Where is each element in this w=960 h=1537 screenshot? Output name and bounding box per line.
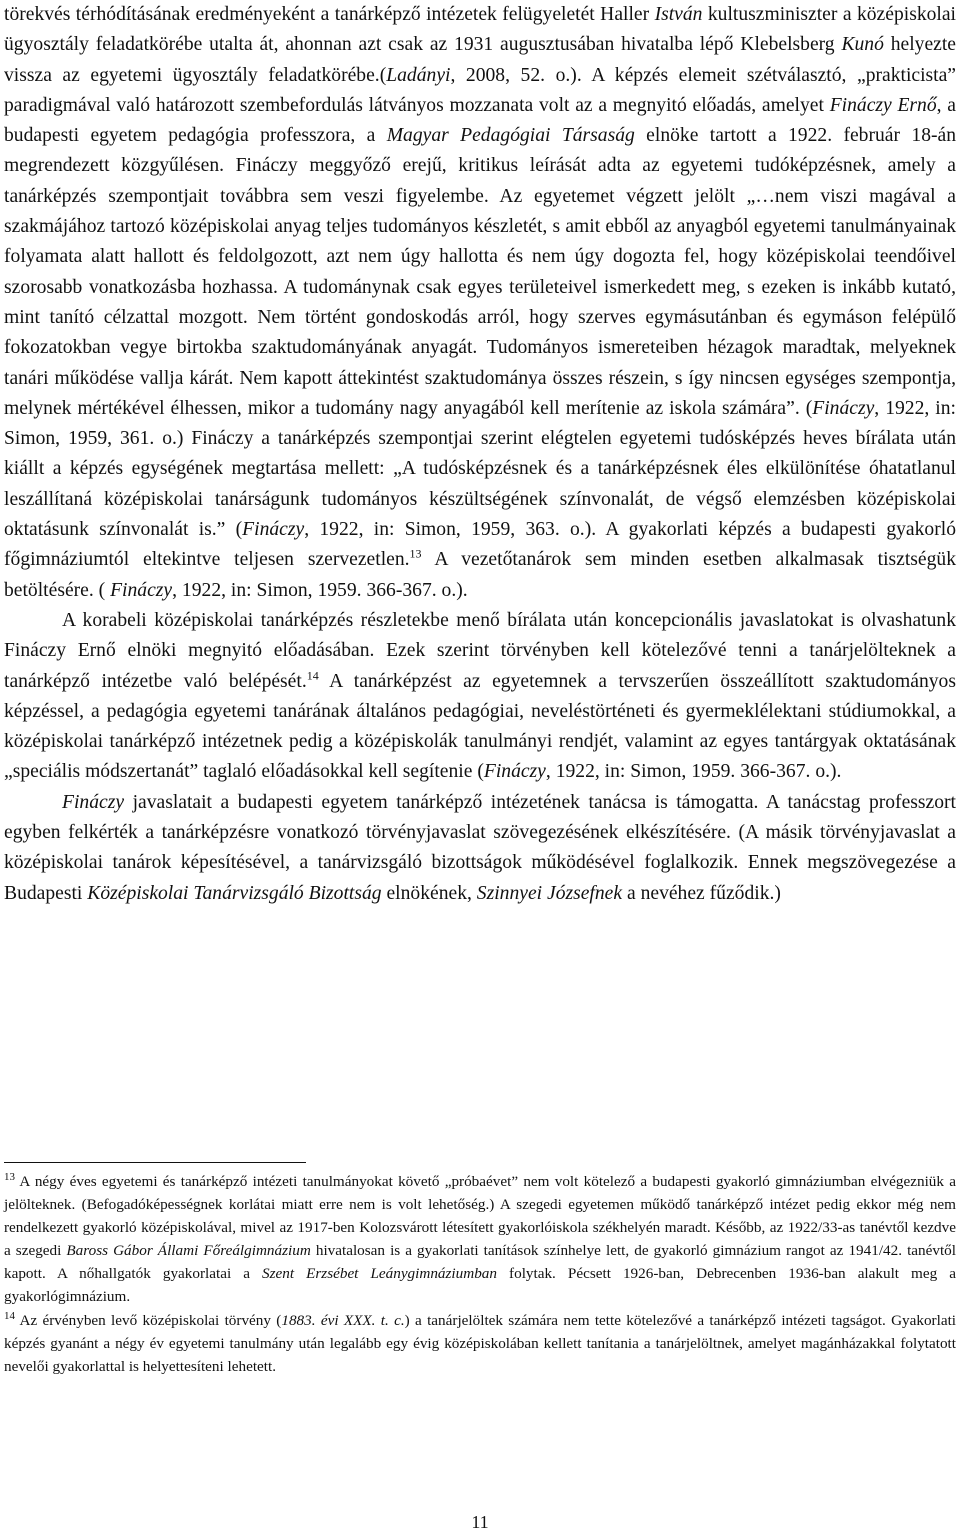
text-run: a nevéhez fűződik.): [622, 882, 781, 904]
text-run: helyezte vissza az egyetemi ügyosztály feladatkörébe.(: [4, 34, 956, 86]
text-run: , 1922, in: Simon, 1959. 366-367. o.).: [545, 761, 842, 783]
italic-text: Magyar Pedagógiai Társaság: [386, 125, 635, 147]
text-run: törekvés térhódításának eredményeként a tanárképző intézetek felügyeletét Haller: [4, 4, 655, 25]
text-run: , 1922, in: Simon, 1959, 361. o.) Fináczy a tanárképzés szempontjai szerint elégtelen egyetemi tudósképzés heves bírálata után kiállt a képzés egységének megtartása mellett: „A tudósképzésnek és a tanárképzésnek éles elkülönítése óhatatlanul leszállítaná középiskolai tanárságunk tudományos készültségének színvonalát, de végső elemzésben középiskolai oktatásunk színvonalát is.” (: [4, 397, 956, 541]
footnote-reference: 13: [409, 546, 422, 561]
body-text: [4, 0, 956, 909]
text-run: , a budapesti egyetem pedagógia professzora, a: [4, 94, 956, 147]
text-run: javaslatait a budapesti egyetem tanárképző intézetének tanácsa is támogatta. A tanácstag professzort egyben felkérték a tanárképzésre vonatkozó törvényjavaslat szövegezésének elkészítésére. (A másik törvényjavaslat a középiskolai tanárok képesítésével, a tanárvizsgáló bizottságok működésével foglalkozik. Ennek megszövegezése a Budapesti: [4, 791, 956, 904]
italic-text: Szinnyei Józsefnek: [476, 882, 623, 904]
italic-text: Ladányi: [386, 64, 451, 86]
text-run: A korabeli középiskolai tanárképzés részletekbe menő bírálata után koncepcionális javaslatokat is olvashatunk Fináczy Ernő elnöki megnyitó előadásában. Ezek szerint törvényben kell kötelezővé tenni a tanárjelölteknek a tanárképző intézetbe való belépését.: [4, 609, 956, 692]
text-run: A vezetőtanárok sem minden esetben alkalmasak tisztségük betöltésére. (: [4, 549, 956, 601]
page-number: 11: [471, 1512, 489, 1532]
footnote: [4, 1170, 956, 1309]
text-run: ) a tanárjelöltek számára nem tette kötelezővé a tanárképző intézeti tagságot. Gyakorlati képzés gyanánt a négy év egyetemi tanulmány után legalább egy évig középiskolában kellett tanítania a tanárjelöltnek, amelyet magánházakkal folytatott nevelői gyakorlattal is helyettesíteni lehetett.: [4, 1311, 957, 1375]
italic-text: Szent Erzsébet Leánygimnáziumban: [262, 1265, 497, 1283]
footnote-reference: 14: [4, 1309, 15, 1322]
text-run: , 1922, in: Simon, 1959, 363. o.). A gyakorlati képzés a budapesti gyakorló főgimnáziumtól eltekintve teljesen szervezetlen.: [4, 519, 956, 571]
italic-text: Fináczy: [483, 761, 546, 783]
paragraph: [4, 0, 956, 606]
paragraph: [4, 788, 956, 909]
text-run: hivatalosan is a gyakorlati tanítások színhelye lett, de gyakorló gimnázium rangot az 1941/42. tanévtől kapott. A nőhallgatók gyakorlatai a: [4, 1242, 956, 1283]
text-run: elnökének,: [381, 882, 477, 904]
italic-text: Fináczy: [812, 397, 875, 419]
footnote-separator: [4, 1162, 306, 1163]
italic-text: Kunó: [841, 34, 884, 56]
text-run: , 2008, 52. o.). A képzés elemeit szétválasztó, „prakticista” paradigmával való határozott szembefordulás látványos mozzanata volt az a megnyitó előadás, amelyet: [4, 64, 956, 116]
italic-text: Fináczy: [110, 579, 173, 601]
text-run: Az érvényben levő középiskolai törvény (: [15, 1311, 282, 1329]
italic-text: István: [654, 4, 703, 25]
italic-text: 1883. évi XXX. t. c.: [281, 1311, 405, 1329]
italic-text: Fináczy: [62, 791, 125, 813]
text-run: folytak. Pécsett 1926-ban, Debrecenben 1936-ban alakult meg a gyakorlógimnázium.: [4, 1265, 956, 1306]
italic-text: Fináczy Ernő: [829, 94, 937, 116]
italic-text: Fináczy: [242, 519, 305, 541]
footnote: [4, 1309, 956, 1378]
italic-text: Baross Gábor Állami Főreálgimnázium: [66, 1242, 311, 1260]
text-run: A tanárképzést az egyetemnek a tervszerűen összeállított szaktudományos képzéssel, a pedagógia egyetemi tanárának általános pedagógiai, neveléstörténeti és gyermeklélektani stúdiumokkal, a középiskolai tanárképző intézetnek pedig a középiskolák tanulmányi rendjét, valamint az egyes tantárgyak oktatásának „speciális módszertanát” taglaló előadásokkal kell segítenie (: [4, 670, 956, 783]
italic-text: Középiskolai Tanárvizsgáló Bizottság: [87, 882, 382, 904]
footnote-reference: 14: [306, 668, 319, 682]
footnote-reference: 13: [4, 1170, 15, 1183]
footnotes: [4, 1170, 956, 1378]
text-run: A négy éves egyetemi és tanárképző intézeti tanulmányokat követő „próbaévet” nem volt kötelező a budapesti gyakorló gimnáziumban elvégezniük a jelölteknek. (Befogadóképességnek korlátai miatt erre nem is volt lehetőség.) A szegedi egyetemen működő tanárképző intézet pedig ekkor még nem rendelkezett gyakorló középiskolával, mivel az 1917-ben Kolozsvárott létesített gyakorlóiskola székhelyén maradt. Később, az 1922/33-as tanévtől kezdve a szegedi: [4, 1173, 956, 1260]
text-run: kultuszminiszter a középiskolai ügyosztály feladatkörébe utalta át, ahonnan azt csak az 1931 augusztusában hivatalba lépő Klebelsberg: [4, 4, 956, 56]
text-run: , 1922, in: Simon, 1959. 366-367. o.).: [172, 579, 468, 601]
text-run: elnöke tartott a 1922. február 18-án megrendezett közgyűlésen. Fináczy meggyőző erejű, kritikus leírását adta az egyetemi tudóképzésnek, amely a tanárképzés szempontjait továbbra sem veszi figyelembe. Az egyetemet végzett jelölt „…nem viszi magával a szakmájához tartozó középiskolai anyag teljes tudományos készletét, s amit ebből az anyagból egyetemi tanulmányainak folyamata alatt hallott és feldolgozott, azt nem úgy hallotta és nem úgy dogozta fel, hogy középiskolai teendőivel szorosabb vonatkozásba hozhassa. A tudománynak csak egyes területeivel ismerkedett meg, s ezeken is inkább kutató, mint tanító célzattal mozgott. Nem történt gondoskodás arról, hogy szerves egymásutánban és egymáson felépülő fokozatokban vegye birtokba szaktudományának anyagát. Tudományos ismereteiben hézagok maradtak, melyeknek tanári működése vallja kárát. Nem kapott áttekintést szaktudománya összes részein, s így nincsen egységes szempontja, melynek mértékével élhessen, mikor a tudomány nagy anyagából kell merítenie az iskola számára”. (: [4, 125, 957, 419]
paragraph: [4, 606, 956, 788]
